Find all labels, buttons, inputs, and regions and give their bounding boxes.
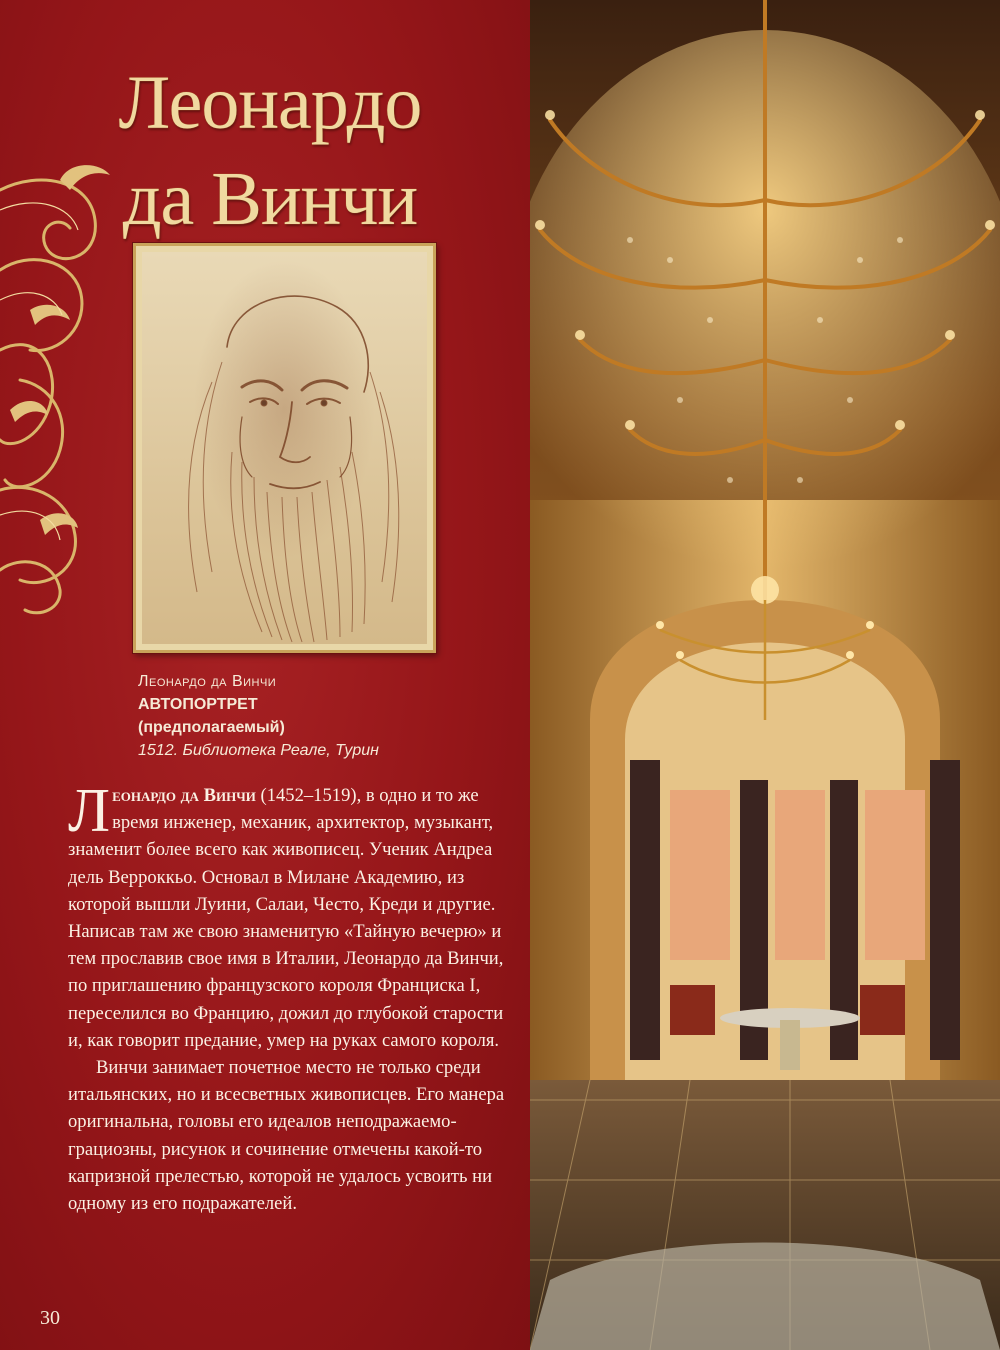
paragraph-2: Винчи занимает почетное место не только среди итальянских, но и всесветных живописцев. Его манера оригинальна, головы его идеалов неподражаемо-грациозны, рисунок и сочинение отмечены какой-то капризной прелестью, которой не удалось усвоить ни одному из его подражателей. (68, 1057, 505, 1215)
caption-source: 1512. Библиотека Реале, Турин (138, 742, 379, 759)
page-title (60, 55, 480, 247)
caption-work-title: АВТОПОРТРЕТ (138, 696, 258, 713)
caption-author: Леонардо да Винчи (138, 673, 277, 690)
drop-cap: Л (68, 777, 111, 845)
title-line-2: да Винчи (122, 157, 418, 241)
portrait-frame (133, 243, 436, 653)
sepia-portrait-drawing-icon (142, 252, 427, 644)
page-number: 30 (40, 1307, 60, 1329)
paragraph-1-text: (1452–1519), в одно и то же время инженер, механик, архитектор, музыкант, знаменит более всего как живописец. Ученик Андреа дель Верроккьо. Основал в Милане Академию, из которой вышли Луини, Салаи, Често, Креди и другие. Написав там же свою знаменитую «Тайную вечерю» и тем прославив свое имя в Италии, Леонардо да Винчи, по приглашению французского короля Франциска I, переселился во Францию, дожил до глубокой старости и, как говорит предание, умер на руках самого короля. (68, 785, 504, 1051)
paragraph-1 (68, 777, 508, 1054)
palace-hall-icon (530, 0, 1000, 1350)
lead-in: еонардо да Винчи (112, 785, 256, 806)
article-body (68, 777, 508, 1217)
self-portrait-image (142, 252, 427, 644)
palace-chandelier-hall-photo (530, 0, 1000, 1350)
title-line-1: Леонардо (118, 61, 422, 145)
caption-subtitle: (предполагаемый) (138, 719, 285, 736)
portrait-caption (138, 670, 498, 762)
